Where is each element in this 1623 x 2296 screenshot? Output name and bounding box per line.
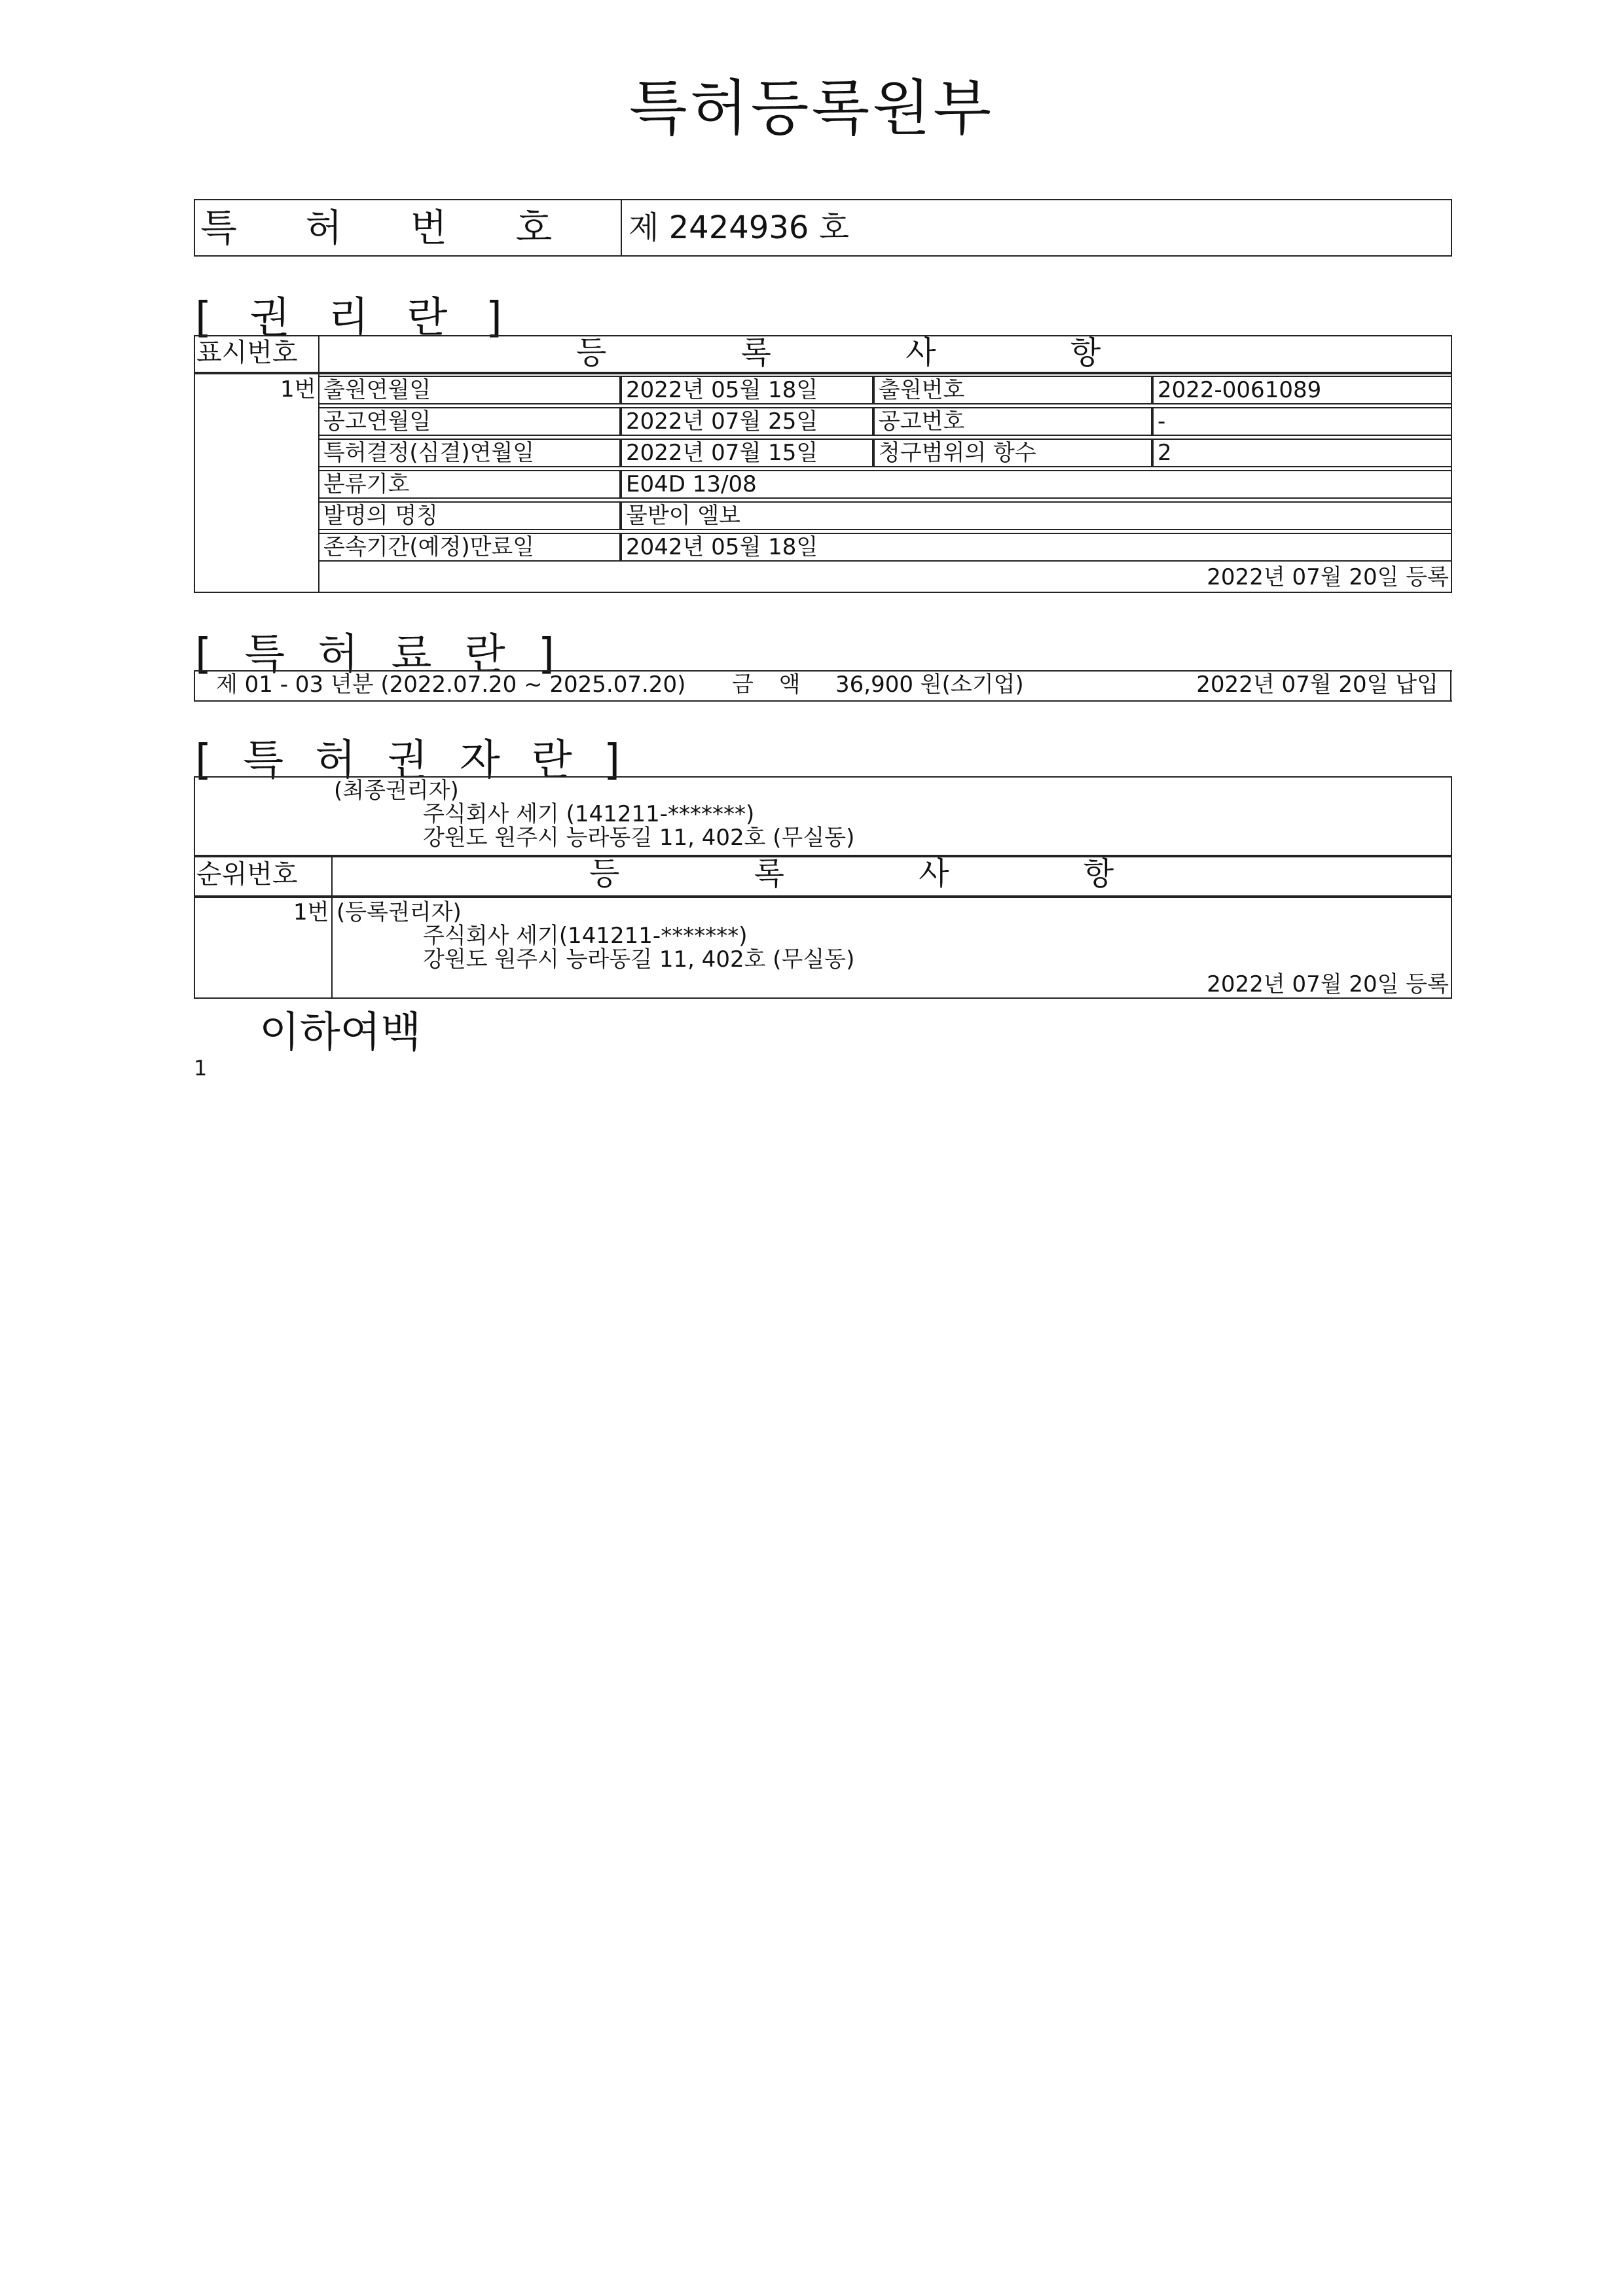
fee-paid-date: 2022년 07월 20일 납입 [1196,672,1438,698]
fee-period: 제 01 - 03 년분 (2022.07.20 ~ 2025.07.20) [216,672,686,698]
document-title: 특허등록원부 [629,73,994,143]
rights-header-divider [318,335,319,373]
owner-entry-no: 1번 [293,899,329,925]
owner-col-index: 순위번호 [196,859,298,889]
rights-heading: [ 권 리 란 ] [195,294,502,342]
rights-row-label: 특허결정(심결)연월일 [318,439,621,467]
owner-body-divider [331,897,333,999]
rights-row-value: 2022년 07월 25일 [621,407,873,436]
blank-note: 이하여백 [259,1009,422,1057]
fee-amount-label: 금 액 [732,672,801,698]
rights-row-value: 2022년 05월 18일 [621,376,873,404]
owner-col-items: 등 록 사 항 [589,855,1114,892]
page-number: 1 [194,1056,208,1081]
final-owner-name: 주식회사 세기 (141211-*******) [423,801,755,827]
rights-row-value2: 2 [1152,439,1452,467]
patent-number-value: 제 2424936 호 [629,209,850,246]
fee-bottom-line [194,700,1452,702]
rights-row-label2: 청구범위의 항수 [873,439,1152,467]
final-owner-label: (최종권리자) [334,778,459,804]
fee-right-line [1450,670,1451,700]
rights-row-value: E04D 13/08 [621,470,1452,499]
rights-col-index: 표시번호 [196,338,298,368]
patent-number-divider [621,199,622,257]
patent-number-label: 특 허 번 호 [200,206,553,250]
rights-row-value2: - [1152,407,1452,436]
rights-row-label: 출원연월일 [318,376,621,404]
owner-heading: [ 특 허 권 자 란 ] [195,736,621,785]
rights-row-value: 물받이 엘보 [621,501,1452,530]
final-owner-address: 강원도 원주시 능라동길 11, 402호 (무실동) [423,825,855,851]
fee-heading: [ 특 허 료 란 ] [195,630,555,679]
registered-owner-name: 주식회사 세기(141211-*******) [423,923,748,949]
fee-left-line [194,670,195,700]
rights-row-label: 분류기호 [318,470,621,499]
rights-row-label: 공고연월일 [318,407,621,436]
rights-row-label2: 출원번호 [873,376,1152,404]
owner-header-divider [331,855,333,897]
registered-owner-address: 강원도 원주시 능라동길 11, 402호 (무실동) [423,946,855,973]
fee-amount: 36,900 원(소기업) [835,672,1024,698]
rights-entry-no: 1번 [280,376,316,403]
owner-registered-date: 2022년 07월 20일 등록 [1207,971,1449,997]
rights-row-value2: 2022-0061089 [1152,376,1452,404]
rights-row-value: 2042년 05월 18일 [621,533,1452,562]
rights-col-items: 등 록 사 항 [576,334,1101,371]
registered-owner-label: (등록권리자) [337,899,462,925]
rights-row-value: 2022년 07월 15일 [621,439,873,467]
rights-row-label: 발명의 명칭 [318,501,621,530]
rights-row-label2: 공고번호 [873,407,1152,436]
rights-registered-date: 2022년 07월 20일 등록 [1207,564,1449,590]
rights-row-label: 존속기간(예정)만료일 [318,533,621,562]
